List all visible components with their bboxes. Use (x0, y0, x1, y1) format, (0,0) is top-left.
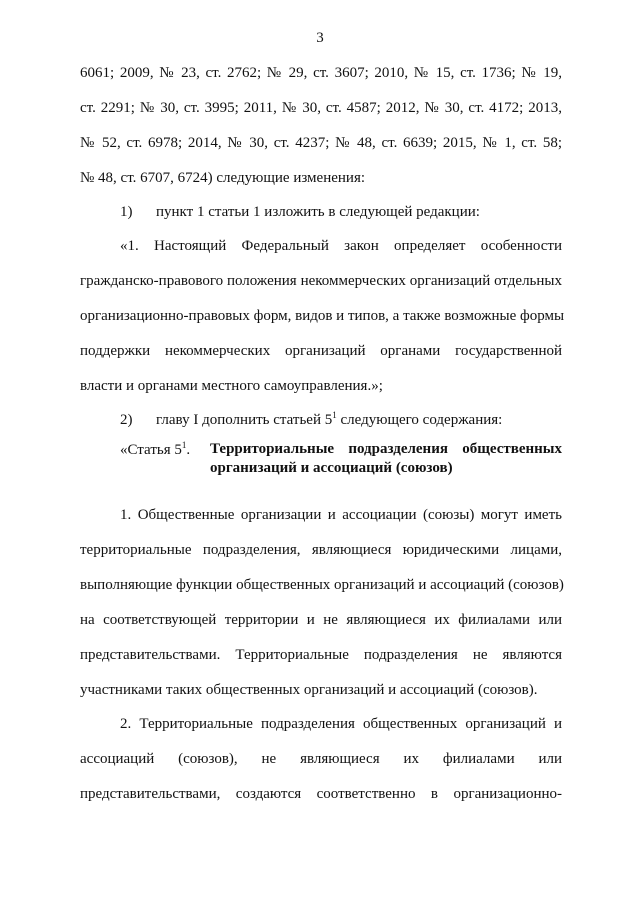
page-number: 3 (316, 30, 324, 46)
paragraph-2-line: 2. Территориальные подразделения общественных организаций и (120, 716, 562, 732)
article-title-line1: Территориальные подразделения общественных (210, 441, 562, 457)
list-text-1: пункт 1 статьи 1 изложить в следующей редакции: (156, 204, 480, 220)
list-text-2-before: главу I дополнить статьей 5 (156, 412, 333, 428)
intro-line: ст. 2291; № 30, ст. 3995; 2011, № 30, ст. 4587; 2012, № 30, ст. 4172; 2013, (80, 100, 562, 116)
paragraph-1-line: на соответствующей территории и не являющиеся их филиалами или (80, 612, 562, 628)
list-text-2 (156, 410, 502, 430)
list-number-1: 1) (120, 204, 133, 220)
article-label-dot: . (186, 442, 191, 458)
article-label (120, 440, 190, 460)
paragraph-2-line: ассоциаций (союзов), не являющиеся их филиалами или (80, 751, 562, 767)
quote-line: поддержки некоммерческих организаций органами государственной (80, 343, 562, 359)
quote-line: организационно-правовых форм, видов и типов, а также возможные формы (80, 308, 565, 324)
intro-line: № 52, ст. 6978; 2014, № 30, ст. 4237; № 48, ст. 6639; 2015, № 1, ст. 58; (80, 135, 562, 151)
list-text-2-after: следующего содержания: (336, 412, 503, 428)
article-label-text: «Статья 5 (120, 442, 182, 458)
article-label-sup: 1 (181, 440, 187, 450)
paragraph-2-line: представительствами, создаются соответственно в организационно- (80, 786, 562, 802)
quote-line: власти и органами местного самоуправления.»; (80, 378, 383, 394)
quote-line: «1. Настоящий Федеральный закон определяет особенности (120, 238, 562, 254)
paragraph-1-line: 1. Общественные организации и ассоциации (союзы) могут иметь (120, 507, 562, 523)
paragraph-1-line: представительствами. Территориальные подразделения не являются (80, 647, 562, 663)
intro-line: 6061; 2009, № 23, ст. 2762; № 29, ст. 3607; 2010, № 15, ст. 1736; № 19, (80, 65, 562, 81)
quote-line: гражданско-правового положения некоммерческих организаций отдельных (80, 273, 562, 289)
article-title (210, 440, 562, 478)
paragraph-1-line: выполняющие функции общественных организаций и ассоциаций (союзов) (80, 577, 564, 593)
list-text-2-sup: 1 (332, 410, 337, 420)
paragraph-1-line: участниками таких общественных организаций и ассоциаций (союзов). (80, 682, 538, 698)
intro-line: № 48, ст. 6707, 6724) следующие изменения: (80, 170, 366, 186)
article-title-line2: организаций и ассоциаций (союзов) (210, 460, 453, 476)
paragraph-1-line: территориальные подразделения, являющиеся юридическими лицами, (80, 542, 562, 558)
list-number-2: 2) (120, 412, 133, 428)
